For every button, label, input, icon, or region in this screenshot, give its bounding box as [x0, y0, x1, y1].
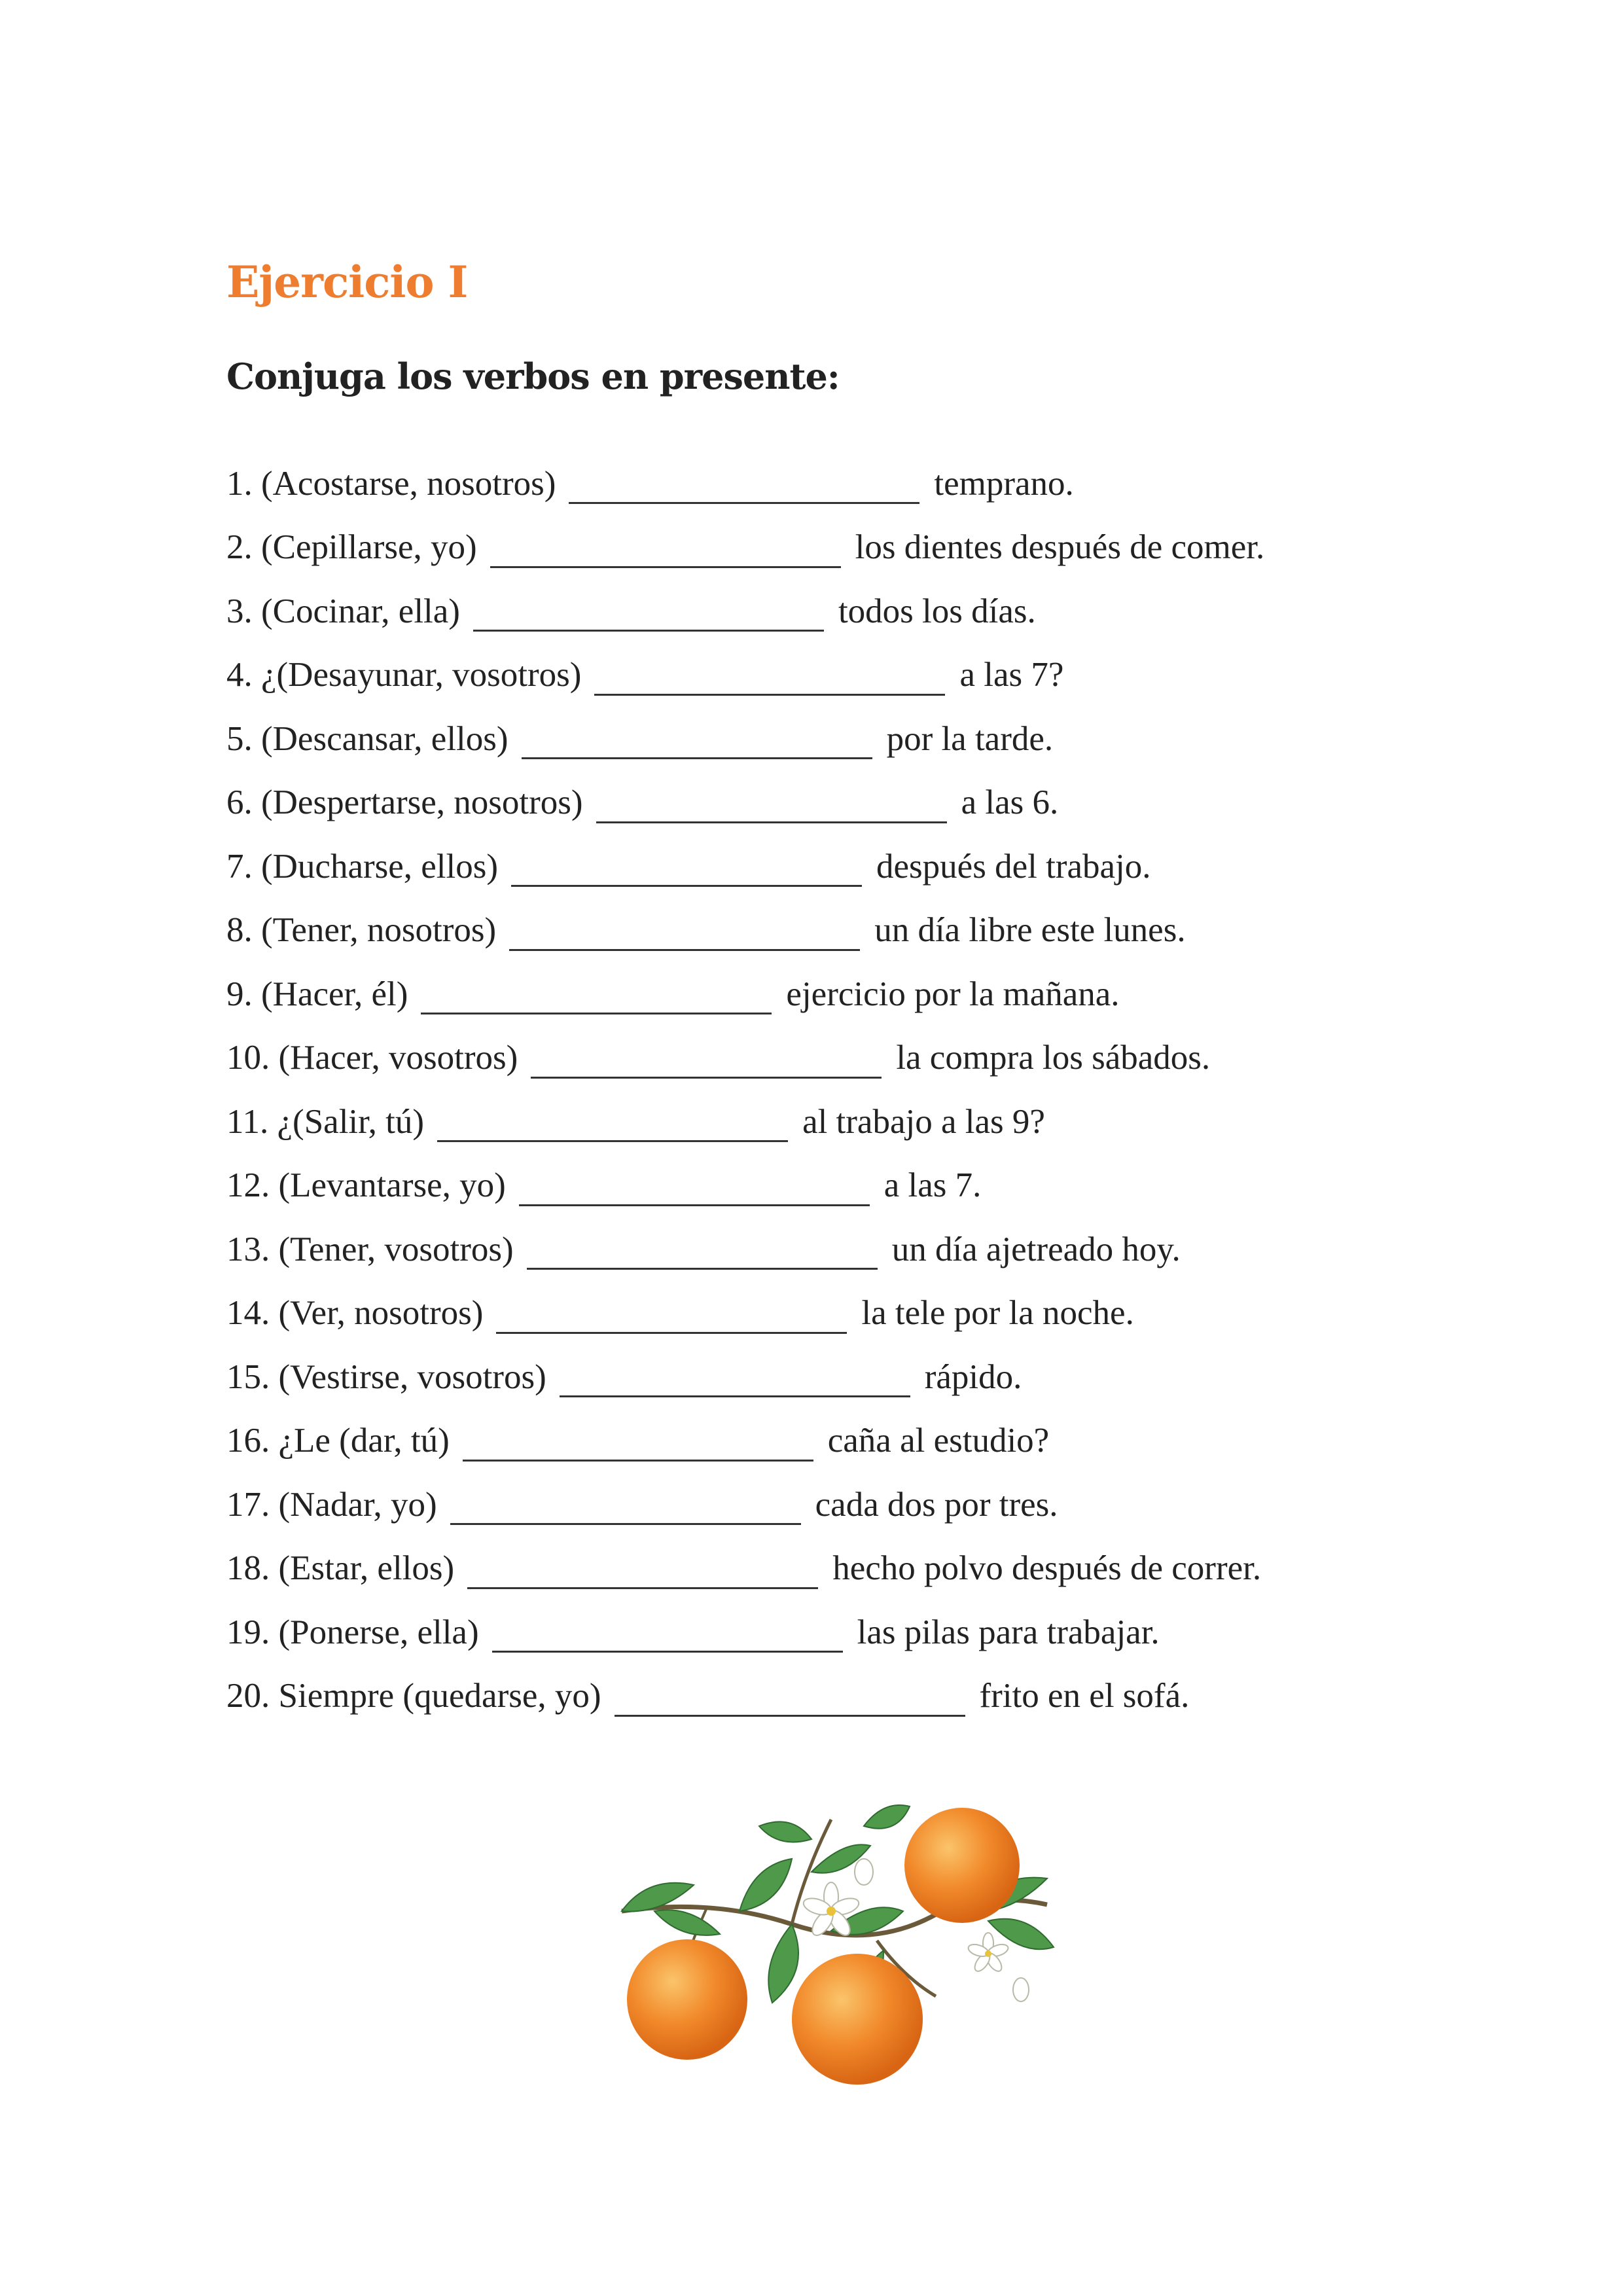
- exercise-item: [226, 1537, 1264, 1601]
- exercise-prompt: 12. (Levantarse, yo): [226, 1166, 506, 1205]
- orange-branch-illustration-icon: [596, 1800, 1067, 2108]
- answer-blank[interactable]: [421, 973, 772, 1014]
- exercise-item: [226, 516, 1264, 580]
- exercise-completion: a las 7?: [959, 656, 1064, 694]
- exercise-prompt: 14. (Ver, nosotros): [226, 1294, 484, 1333]
- exercise-item: [226, 643, 1264, 708]
- exercise-completion: un día libre este lunes.: [874, 911, 1186, 950]
- exercise-item: [226, 452, 1264, 516]
- exercise-completion: por la tarde.: [886, 719, 1054, 758]
- exercise-item: [226, 1026, 1264, 1090]
- answer-blank[interactable]: [437, 1101, 788, 1142]
- exercise-item: [226, 1217, 1264, 1282]
- answer-blank[interactable]: [509, 910, 860, 951]
- exercise-completion: temprano.: [934, 464, 1074, 503]
- answer-blank[interactable]: [594, 655, 945, 696]
- exercise-prompt: 5. (Descansar, ellos): [226, 719, 508, 758]
- exercise-item: [226, 1154, 1264, 1218]
- exercise-prompt: 11. ¿(Salir, tú): [226, 1102, 425, 1141]
- exercise-prompt: 10. (Hacer, vosotros): [226, 1039, 518, 1077]
- exercise-completion: la tele por la noche.: [861, 1294, 1134, 1333]
- answer-blank[interactable]: [450, 1484, 801, 1525]
- exercise-item: [226, 579, 1264, 643]
- exercise-completion: frito en el sofá.: [979, 1677, 1190, 1715]
- exercise-completion: un día ajetreado hoy.: [891, 1230, 1181, 1268]
- exercise-item: [226, 771, 1264, 835]
- exercise-completion: rápido.: [924, 1357, 1022, 1396]
- answer-blank[interactable]: [527, 1229, 878, 1270]
- exercise-item: [226, 899, 1264, 963]
- exercise-title: Ejercicio I: [226, 257, 468, 308]
- answer-blank[interactable]: [560, 1356, 910, 1397]
- exercise-item: [226, 707, 1264, 771]
- exercise-item: [226, 1282, 1264, 1346]
- answer-blank[interactable]: [490, 527, 841, 568]
- answer-blank[interactable]: [522, 718, 872, 759]
- exercise-item: [226, 1345, 1264, 1409]
- exercise-completion: las pilas para trabajar.: [857, 1613, 1160, 1651]
- exercise-completion: a las 7.: [883, 1166, 982, 1205]
- answer-blank[interactable]: [463, 1420, 813, 1462]
- exercise-completion: la compra los sábados.: [896, 1039, 1211, 1077]
- exercise-completion: caña al estudio?: [827, 1422, 1050, 1460]
- exercise-completion: a las 6.: [961, 783, 1059, 822]
- answer-blank[interactable]: [492, 1611, 843, 1653]
- exercise-prompt: 2. (Cepillarse, yo): [226, 528, 477, 567]
- exercise-prompt: 7. (Ducharse, ellos): [226, 847, 499, 886]
- exercise-completion: los dientes después de comer.: [855, 528, 1265, 567]
- answer-blank[interactable]: [467, 1548, 818, 1589]
- exercise-prompt: 18. (Estar, ellos): [226, 1549, 455, 1588]
- exercise-completion: después del trabajo.: [876, 847, 1151, 886]
- exercise-item: [226, 1090, 1264, 1154]
- exercise-completion: hecho polvo después de correr.: [832, 1549, 1262, 1588]
- answer-blank[interactable]: [531, 1037, 882, 1079]
- exercise-prompt: 9. (Hacer, él): [226, 975, 408, 1013]
- exercise-prompt: 1. (Acostarse, nosotros): [226, 464, 556, 503]
- answer-blank[interactable]: [496, 1293, 847, 1334]
- exercise-prompt: 8. (Tener, nosotros): [226, 911, 497, 950]
- answer-blank[interactable]: [569, 463, 919, 504]
- exercise-prompt: 13. (Tener, vosotros): [226, 1230, 514, 1268]
- answer-blank[interactable]: [511, 846, 862, 887]
- exercise-prompt: 20. Siempre (quedarse, yo): [226, 1677, 601, 1715]
- exercise-item: [226, 1409, 1264, 1473]
- exercise-prompt: 17. (Nadar, yo): [226, 1485, 437, 1524]
- exercise-completion: cada dos por tres.: [815, 1485, 1058, 1524]
- exercise-prompt: 19. (Ponerse, ella): [226, 1613, 479, 1651]
- exercise-completion: todos los días.: [838, 592, 1036, 630]
- exercise-completion: al trabajo a las 9?: [802, 1102, 1045, 1141]
- exercise-item: [226, 1664, 1264, 1729]
- exercise-item: [226, 834, 1264, 899]
- exercise-item: [226, 1600, 1264, 1664]
- exercise-prompt: 16. ¿Le (dar, tú): [226, 1422, 450, 1460]
- exercise-completion: ejercicio por la mañana.: [786, 975, 1120, 1013]
- answer-blank[interactable]: [473, 590, 824, 632]
- exercise-prompt: 6. (Despertarse, nosotros): [226, 783, 583, 822]
- exercise-prompt: 15. (Vestirse, vosotros): [226, 1357, 546, 1396]
- exercise-item: [226, 962, 1264, 1026]
- exercise-list: [226, 452, 1264, 1728]
- exercise-prompt: 3. (Cocinar, ella): [226, 592, 460, 630]
- instructions: Conjuga los verbos en presente:: [226, 355, 840, 397]
- answer-blank[interactable]: [596, 782, 947, 823]
- exercise-prompt: 4. ¿(Desayunar, vosotros): [226, 656, 582, 694]
- answer-blank[interactable]: [519, 1165, 870, 1206]
- exercise-item: [226, 1473, 1264, 1537]
- answer-blank[interactable]: [615, 1676, 965, 1717]
